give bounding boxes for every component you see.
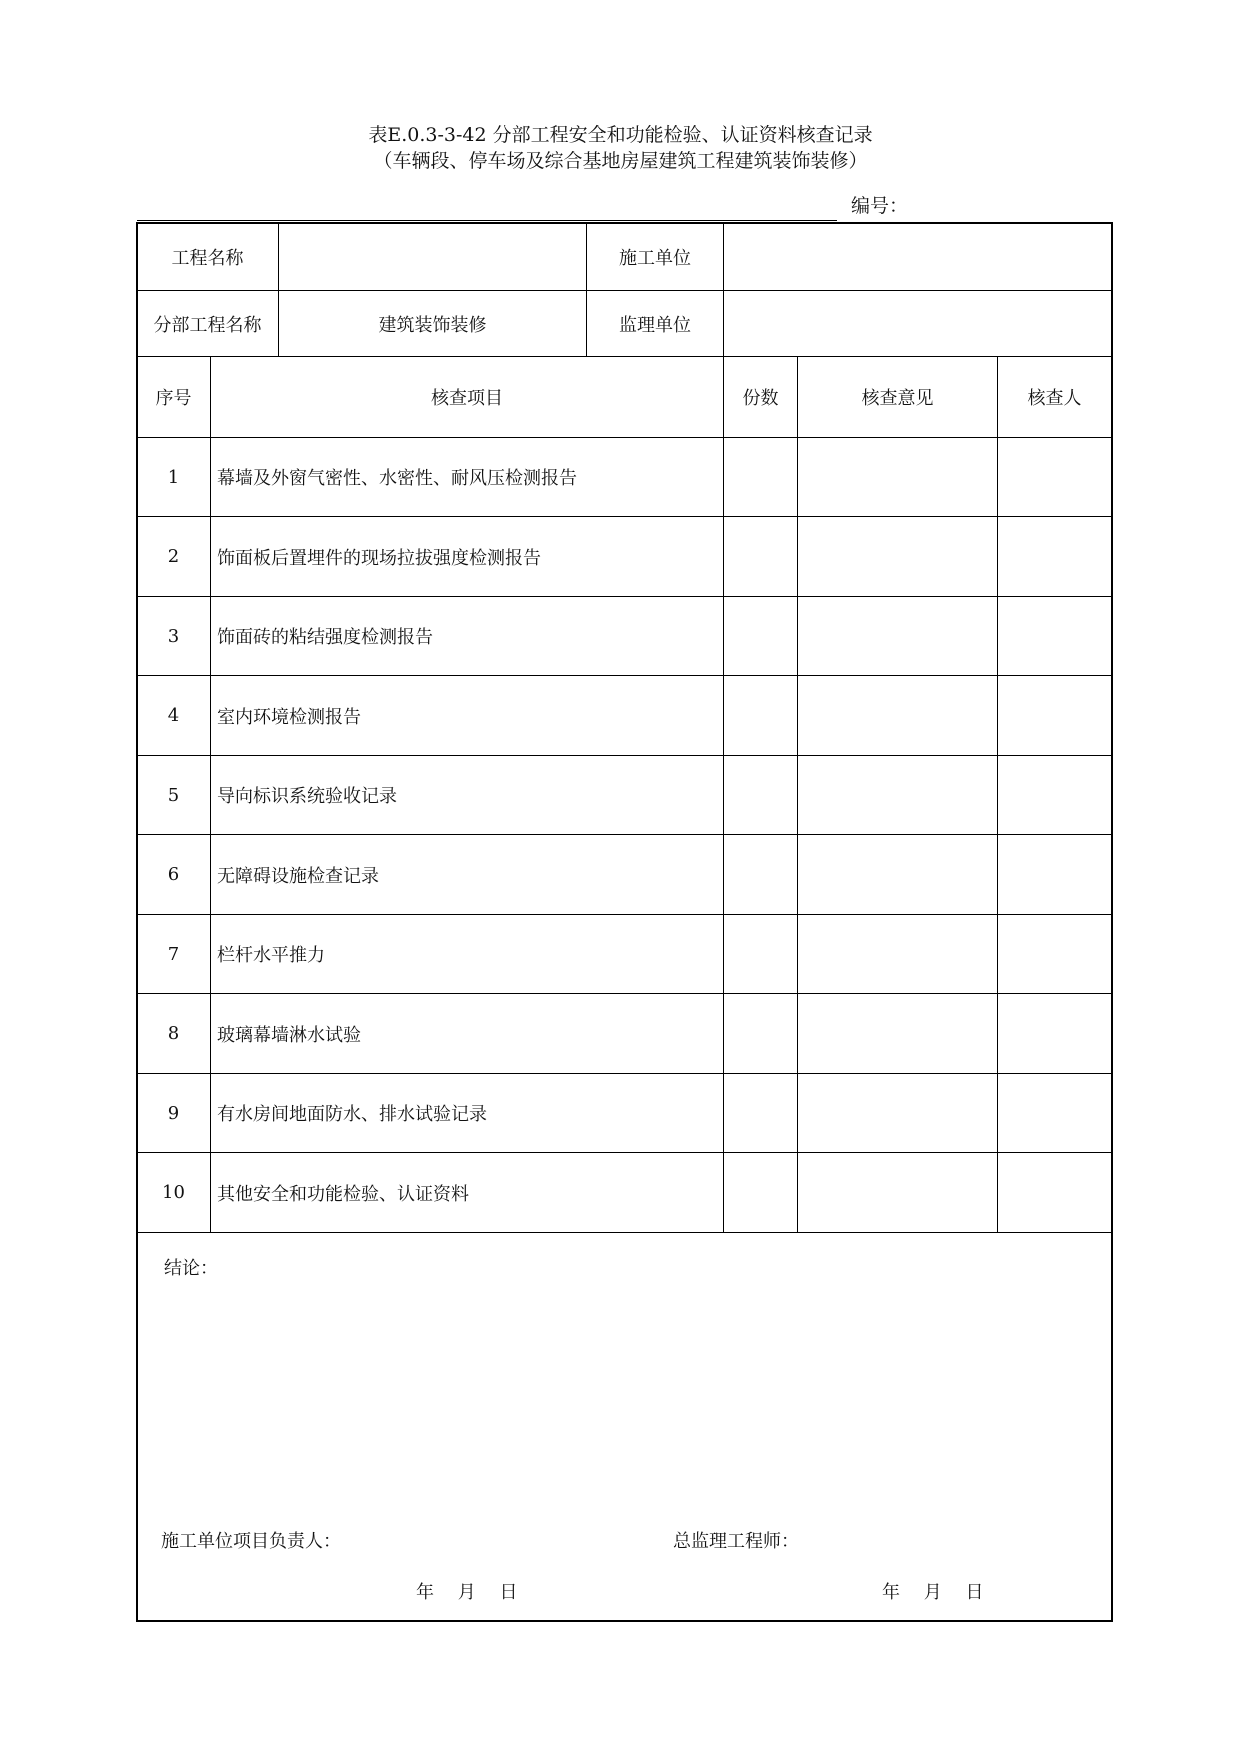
row-number: 10	[162, 1182, 185, 1203]
row-number: 2	[167, 546, 180, 567]
column-header-item: 核查项目	[431, 388, 503, 409]
row-number: 3	[167, 625, 180, 647]
project-name-field[interactable]	[279, 223, 586, 290]
construction-unit-label: 施工单位	[619, 247, 691, 269]
row-number: 1	[167, 466, 180, 488]
construction-manager-signature-label: 施工单位项目负责人：	[161, 1531, 341, 1552]
form-subtitle: （车辆段、停车场及综合基地房屋建筑工程建筑装饰装修）	[373, 150, 868, 172]
record-number-label: 编号：	[851, 195, 909, 217]
row-number: 8	[167, 1023, 180, 1044]
check-item: 导向标识系统验收记录	[217, 786, 397, 807]
row-number: 9	[167, 1102, 180, 1124]
check-item: 饰面砖的粘结强度检测报告	[217, 627, 433, 648]
construction-unit-field[interactable]	[724, 223, 1111, 290]
project-name-label: 工程名称	[171, 247, 244, 269]
construction-date: 年 月 日	[416, 1582, 518, 1603]
supervision-unit-label: 监理单位	[619, 314, 691, 336]
column-header-no: 序号	[155, 388, 192, 409]
col-divider	[723, 356, 724, 1233]
column-header-reviewer: 核查人	[1027, 388, 1082, 409]
check-item: 其他安全和功能检验、认证资料	[217, 1183, 469, 1205]
check-item: 无障碍设施检查记录	[217, 865, 379, 887]
check-item: 幕墙及外窗气密性、水密性、耐风压检测报告	[217, 468, 577, 489]
check-item: 栏杆水平推力	[217, 945, 325, 966]
row-divider	[137, 1232, 1111, 1233]
row-number: 6	[167, 864, 180, 885]
supervision-unit-field[interactable]	[724, 291, 1111, 356]
form-title: 表E.0.3-3-42 分部工程安全和功能检验、认证资料核查记录	[368, 124, 873, 146]
col-divider	[797, 356, 798, 1233]
conclusion-label: 结论：	[164, 1258, 218, 1279]
check-item: 玻璃幕墙淋水试验	[217, 1024, 361, 1046]
sub-project-label: 分部工程名称	[153, 314, 262, 336]
row-number: 4	[167, 705, 180, 726]
row-number: 7	[167, 943, 180, 965]
supervisor-date: 年 月 日	[882, 1582, 984, 1603]
record-number-line	[137, 220, 837, 221]
sub-project-field[interactable]: 建筑装饰装修	[378, 314, 487, 336]
column-header-opinion: 核查意见	[861, 388, 934, 409]
check-item: 室内环境检测报告	[217, 706, 361, 728]
column-header-copies: 份数	[742, 388, 779, 409]
row-number: 5	[167, 784, 180, 806]
col-divider	[997, 356, 998, 1233]
check-item: 饰面板后置埋件的现场拉拔强度检测报告	[217, 547, 541, 569]
check-item: 有水房间地面防水、排水试验记录	[217, 1104, 487, 1125]
chief-supervisor-signature-label: 总监理工程师：	[673, 1531, 799, 1552]
